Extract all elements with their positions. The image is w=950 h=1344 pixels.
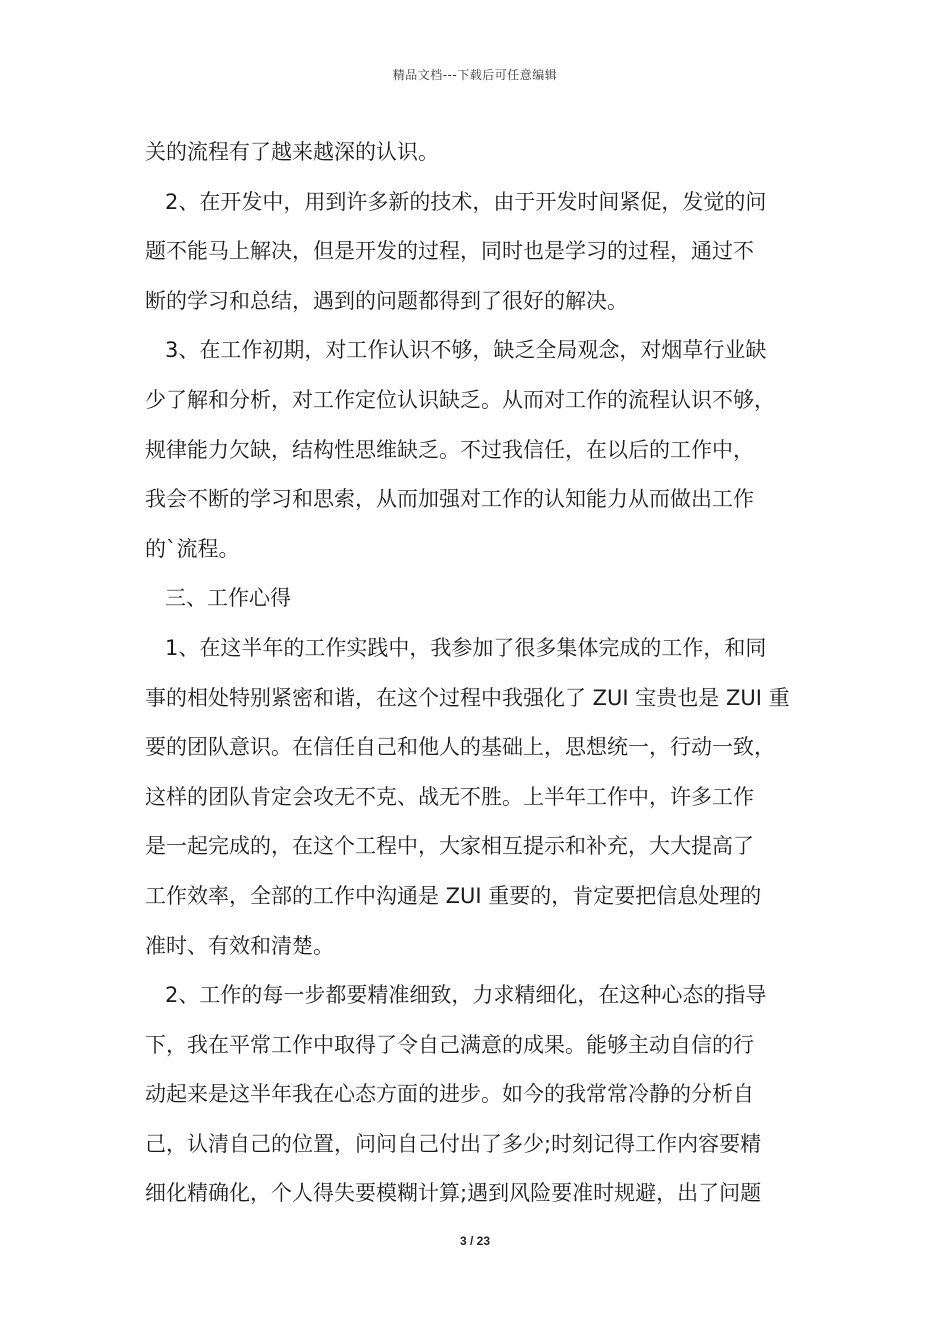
text-line: 断的学习和总结，遇到的问题都得到了很好的解决。 [145,288,628,313]
paragraph-start: 2、在开发中，用到许多新的技术，由于开发时间紧促，发觉的问 [165,189,767,214]
text-line: 规律能力欠缺，结构性思维缺乏。不过我信任，在以后的工作中， [145,437,754,462]
text-line: 是一起完成的，在这个工程中，大家相互提示和补充，大大提高了 [145,834,754,859]
text-line: 下，我在平常工作中取得了令自己满意的成果。能够主动自信的行 [145,1032,754,1057]
text-line: 动起来是这半年我在心态方面的进步。如今的我常常冷静的分析自 [145,1082,754,1107]
text-line: 准时、有效和清楚。 [145,933,334,958]
text-line: 题不能马上解决，但是开发的过程，同时也是学习的过程，通过不 [145,239,754,264]
paragraph-start: 1、在这半年的工作实践中，我参加了很多集体完成的工作，和同 [165,635,767,660]
text-line: 细化精确化，个人得失要模糊计算;遇到风险要准时规避，出了问题 [145,1181,762,1206]
text-line: 我会不断的学习和思索，从而加强对工作的认知能力从而做出工作 [145,487,754,512]
text-line: 关的流程有了越来越深的认识。 [145,140,439,164]
text-line: 工作效率，全部的工作中沟通是 ZUI 重要的，肯定要把信息处理的 [145,883,762,908]
page-number: 3 / 23 [459,1234,491,1248]
page-header: 精品文档---下载后可任意编辑 [392,68,558,82]
paragraph-start: 2、工作的每一步都要精准细致，力求精细化，在这种心态的指导 [165,983,767,1008]
text-line: 事的相处特别紧密和谐，在这个过程中我强化了 ZUI 宝贵也是 ZUI 重 [145,685,790,710]
text-line: 的`流程。 [145,536,240,561]
text-line: 要的团队意识。在信任自己和他人的基础上，思想统一，行动一致， [145,735,775,760]
text-line: 少了解和分析，对工作定位认识缺乏。从而对工作的流程认识不够， [145,387,775,412]
text-line: 己，认清自己的位置，问问自己付出了多少;时刻记得工作内容要精 [145,1131,762,1156]
text-line: 这样的团队肯定会攻无不克、战无不胜。上半年工作中，许多工作 [145,784,754,809]
document-body [145,128,815,1219]
paragraph-start: 3、在工作初期，对工作认识不够，缺乏全局观念，对烟草行业缺 [165,338,767,363]
section-heading: 三、工作心得 [165,586,291,611]
